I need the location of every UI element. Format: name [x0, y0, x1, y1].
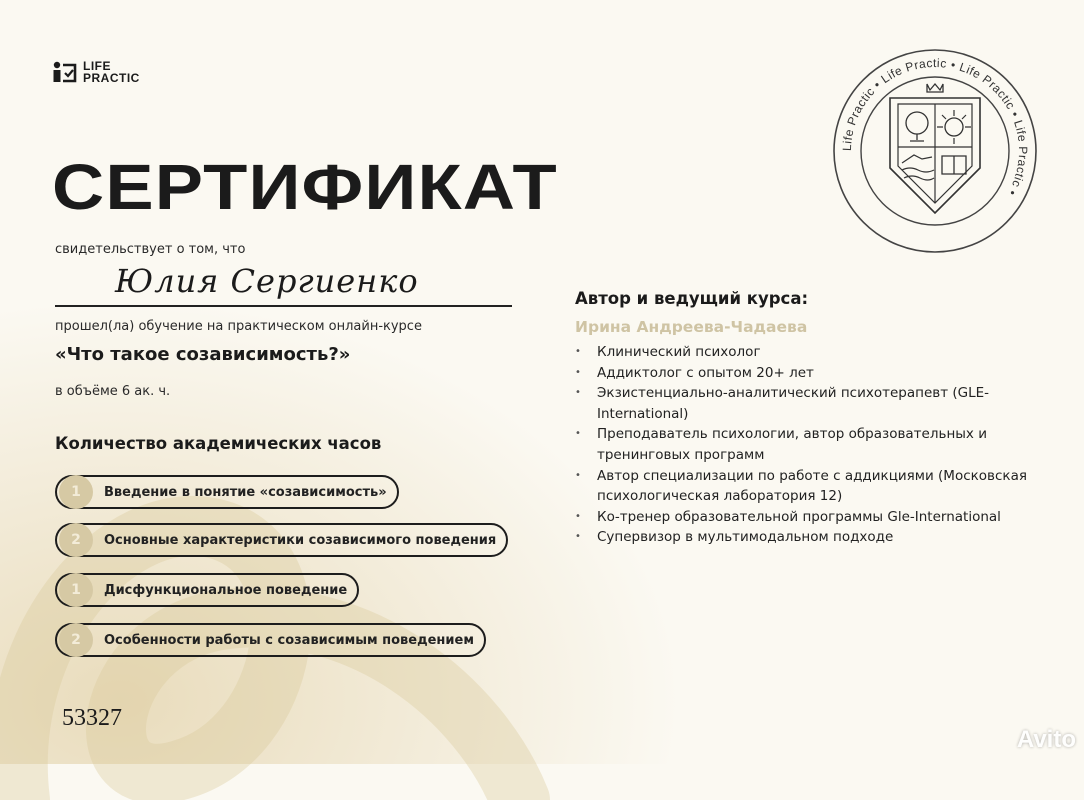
logo-line2: PRACTIC [83, 71, 140, 85]
module-title: Особенности работы с созависимым поведением [104, 632, 474, 648]
avito-watermark: Avito [1016, 726, 1076, 753]
module-hours: 2 [59, 623, 93, 657]
life-practic-logo [53, 60, 140, 84]
hours-heading: Количество академических часов [55, 434, 382, 453]
credential-item: • Аддиктолог с опытом 20+ лет [575, 363, 1035, 384]
credential-item: • Экзистенциально-аналитический психотерапевт (GLE-International) [575, 383, 1035, 424]
completed-text: прошел(ла) обучение на практическом онлайн-курсе [55, 319, 422, 334]
seal-text: Life Practic • Life Practic • Life Practic • Life Practic • [839, 55, 1031, 199]
module-pill [55, 523, 508, 557]
module-pill [55, 623, 486, 657]
module-hours: 1 [59, 573, 93, 607]
course-title: «Что такое созависимость?» [55, 344, 351, 365]
certificate-title: СЕРТИФИКАТ [52, 151, 558, 223]
credential-item: • Автор специализации по работе с аддикциями (Московская психологическая лаборатория 12) [575, 466, 1035, 507]
recipient-name: Юлия Сергиенко [115, 262, 419, 300]
module-pill [55, 573, 359, 607]
logo-line1: LIFE [83, 59, 111, 73]
credential-item: • Ко-тренер образовательной программы Gle-International [575, 507, 1035, 528]
credential-item: • Преподаватель психологии, автор образовательных и тренинговых программ [575, 424, 1035, 465]
logo-icon [53, 61, 77, 83]
seal-emblem [832, 48, 1038, 254]
module-title: Введение в понятие «созависимость» [104, 484, 387, 500]
credential-item: • Супервизор в мультимодальном подходе [575, 527, 1035, 548]
serial-number: 53327 [62, 705, 122, 731]
name-underline [55, 305, 512, 307]
certifies-text: свидетельствует о том, что [55, 242, 246, 257]
volume-text: в объёме 6 ак. ч. [55, 384, 171, 399]
module-hours: 2 [59, 523, 93, 557]
module-title: Основные характеристики созависимого поведения [104, 532, 497, 548]
author-name: Ирина Андреева-Чадаева [575, 318, 808, 336]
module-hours: 1 [59, 475, 93, 509]
module-pill [55, 475, 399, 509]
author-heading: Автор и ведущий курса: [575, 289, 809, 308]
credential-item: • Клинический психолог [575, 342, 1035, 363]
author-credentials [575, 342, 1035, 548]
module-title: Дисфункциональное поведение [104, 582, 348, 598]
